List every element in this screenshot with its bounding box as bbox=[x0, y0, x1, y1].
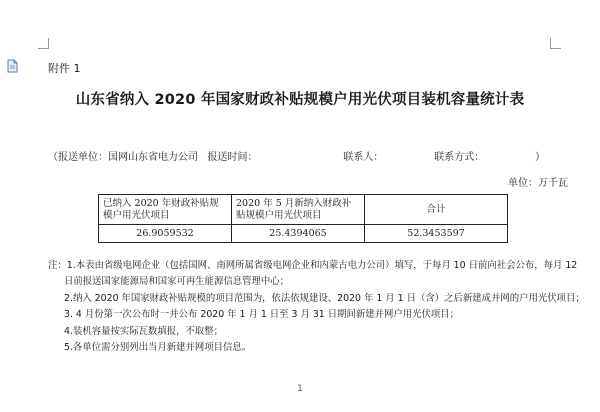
note-line: 注：1.本表由省级电网企业（包括国网、南网所属省级电网企业和内蒙古电力公司）填写，于每月 10 日前向社会公布，每月 12 bbox=[48, 260, 578, 271]
table-header-row bbox=[99, 195, 508, 225]
note-line: 日前报送国家能源局和国家可再生能源信息管理中心； bbox=[64, 276, 290, 288]
note-line: 4.装机容量按实际瓦数填报，不取整； bbox=[64, 325, 223, 337]
note-line: 2.纳入 2020 年国家财政补贴规模的项目范围为，依法依规建设、2020 年 1 月 1 日（含）之后新建成并网的户用光伏项目； bbox=[64, 292, 585, 304]
table-header-cell: 2020 年 5 月新纳入财政补贴规模户用光伏项目 bbox=[232, 195, 365, 225]
note-line: 5.各单位需分别列出当月新建并网项目信息。 bbox=[64, 342, 252, 354]
table-cell: 52.3453597 bbox=[365, 225, 508, 243]
report-phone-label: 联系方式： bbox=[434, 152, 485, 163]
notes-section bbox=[48, 258, 585, 356]
report-unit-label: 报送单位： bbox=[58, 152, 108, 163]
report-open-paren: （ bbox=[48, 152, 58, 163]
document-icon[interactable] bbox=[6, 58, 20, 72]
unit-label: 单位：万千瓦 bbox=[508, 178, 568, 189]
stats-table bbox=[98, 194, 508, 243]
table-header-cell: 合计 bbox=[365, 195, 508, 225]
page-number: 1 bbox=[297, 384, 303, 394]
table-cell: 25.4394065 bbox=[232, 225, 365, 243]
annex-label: 附件 1 bbox=[48, 62, 81, 75]
table-cell: 26.9059532 bbox=[99, 225, 232, 243]
note-line: 3. 4 月份第一次公布时一并公布 2020 年 1 月 1 日至 3 月 31 日期间新建并网户用光伏项目； bbox=[64, 309, 459, 321]
crop-mark-top-right bbox=[550, 38, 561, 49]
report-close-paren: ） bbox=[535, 152, 546, 163]
report-unit-value: 国网山东省电力公司 bbox=[108, 152, 198, 163]
table-row bbox=[99, 225, 508, 243]
report-time-label: 报送时间： bbox=[207, 152, 258, 163]
table-header-cell: 已纳入 2020 年财政补贴规模户用光伏项目 bbox=[99, 195, 232, 225]
report-contact-label: 联系人： bbox=[343, 152, 384, 163]
crop-mark-top-left bbox=[38, 38, 49, 49]
report-info-line bbox=[48, 148, 545, 163]
page-title: 山东省纳入 2020 年国家财政补贴规模户用光伏项目装机容量统计表 bbox=[75, 92, 525, 108]
